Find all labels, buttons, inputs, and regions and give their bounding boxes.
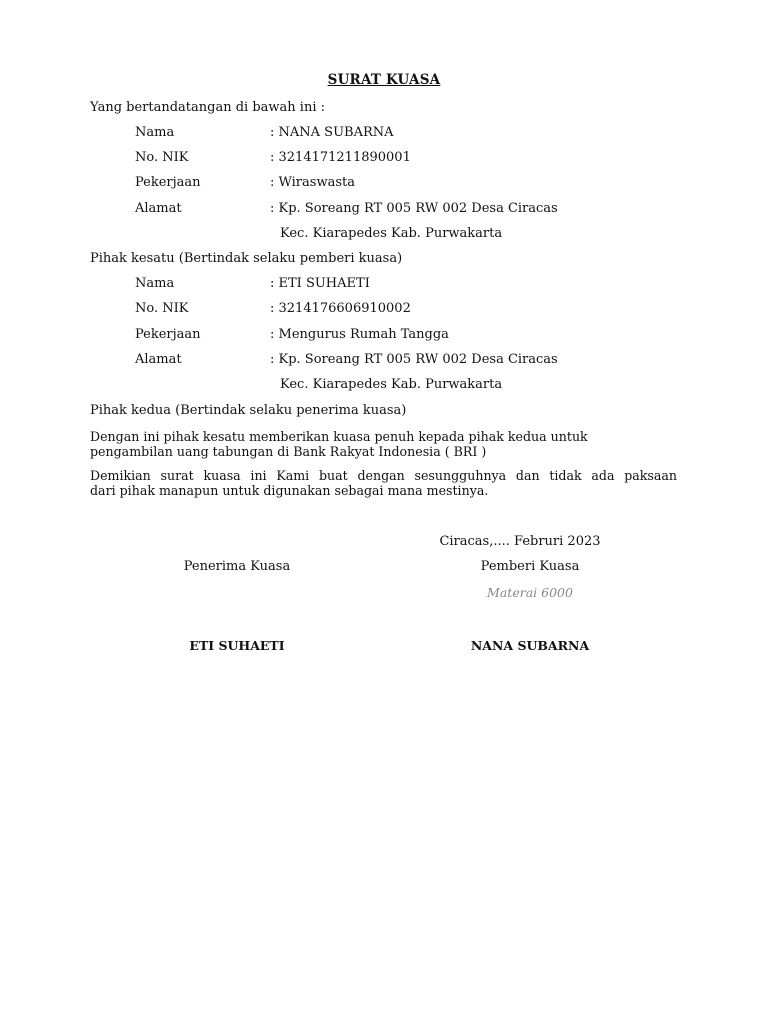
field-value: : Kp. Soreang RT 005 RW 002 Desa Ciracas	[270, 201, 558, 216]
second-party-address-cont-row	[0, 377, 768, 395]
second-party-nik-row	[0, 301, 768, 319]
first-party-address-row	[0, 201, 768, 219]
field-value: : ETI SUHAETI	[270, 276, 370, 291]
second-party-role: Pihak kedua (Bertindak selaku penerima kuasa)	[90, 403, 407, 418]
field-value: : 3214176606910002	[270, 301, 411, 316]
first-party-nik-row	[0, 150, 768, 168]
field-label: Alamat	[135, 201, 182, 216]
field-label: No. NIK	[135, 150, 189, 165]
materai-stamp-text: Materai 6000	[487, 585, 573, 600]
first-party-job-row	[0, 175, 768, 193]
second-party-job-row	[0, 327, 768, 345]
closing-line-2: dari pihak manapun untuk digunakan sebagai mana mestinya.	[90, 483, 489, 498]
giver-name: NANA SUBARNA	[470, 638, 590, 653]
place-date: Ciracas,.... Februri 2023	[439, 534, 601, 549]
address-continuation: Kec. Kiarapedes Kab. Purwakarta	[280, 226, 503, 241]
field-value: : Mengurus Rumah Tangga	[270, 327, 449, 342]
receiver-name: ETI SUHAETI	[189, 638, 285, 653]
document-title: SURAT KUASA	[327, 72, 441, 88]
field-label: Nama	[135, 125, 175, 140]
first-party-role: Pihak kesatu (Bertindak selaku pemberi kuasa)	[90, 251, 403, 266]
field-label: Alamat	[135, 352, 182, 367]
first-party-name-row	[0, 125, 768, 143]
statement-paragraph	[90, 429, 677, 459]
address-continuation: Kec. Kiarapedes Kab. Purwakarta	[280, 377, 503, 392]
field-label: Pekerjaan	[135, 175, 201, 190]
second-party-address-row	[0, 352, 768, 370]
intro-text: Yang bertandatangan di bawah ini :	[90, 100, 325, 115]
field-value: : Wiraswasta	[270, 175, 355, 190]
first-party-address-cont-row	[0, 226, 768, 244]
closing-paragraph	[90, 468, 677, 498]
statement-line-2: pengambilan uang tabungan di Bank Rakyat Indonesia ( BRI )	[90, 444, 487, 459]
field-label: Pekerjaan	[135, 327, 201, 342]
second-party-name-row	[0, 276, 768, 294]
statement-line-1: Dengan ini pihak kesatu memberikan kuasa penuh kepada pihak kedua untuk	[90, 429, 588, 444]
giver-label: Pemberi Kuasa	[480, 559, 580, 574]
field-label: Nama	[135, 276, 175, 291]
closing-line-1: Demikian surat kuasa ini Kami buat dengan sesungguhnya dan tidak ada paksaan	[90, 468, 677, 483]
field-value: : NANA SUBARNA	[270, 125, 394, 140]
field-value: : 3214171211890001	[270, 150, 411, 165]
field-label: No. NIK	[135, 301, 189, 316]
receiver-label: Penerima Kuasa	[183, 559, 291, 574]
field-value: : Kp. Soreang RT 005 RW 002 Desa Ciracas	[270, 352, 558, 367]
